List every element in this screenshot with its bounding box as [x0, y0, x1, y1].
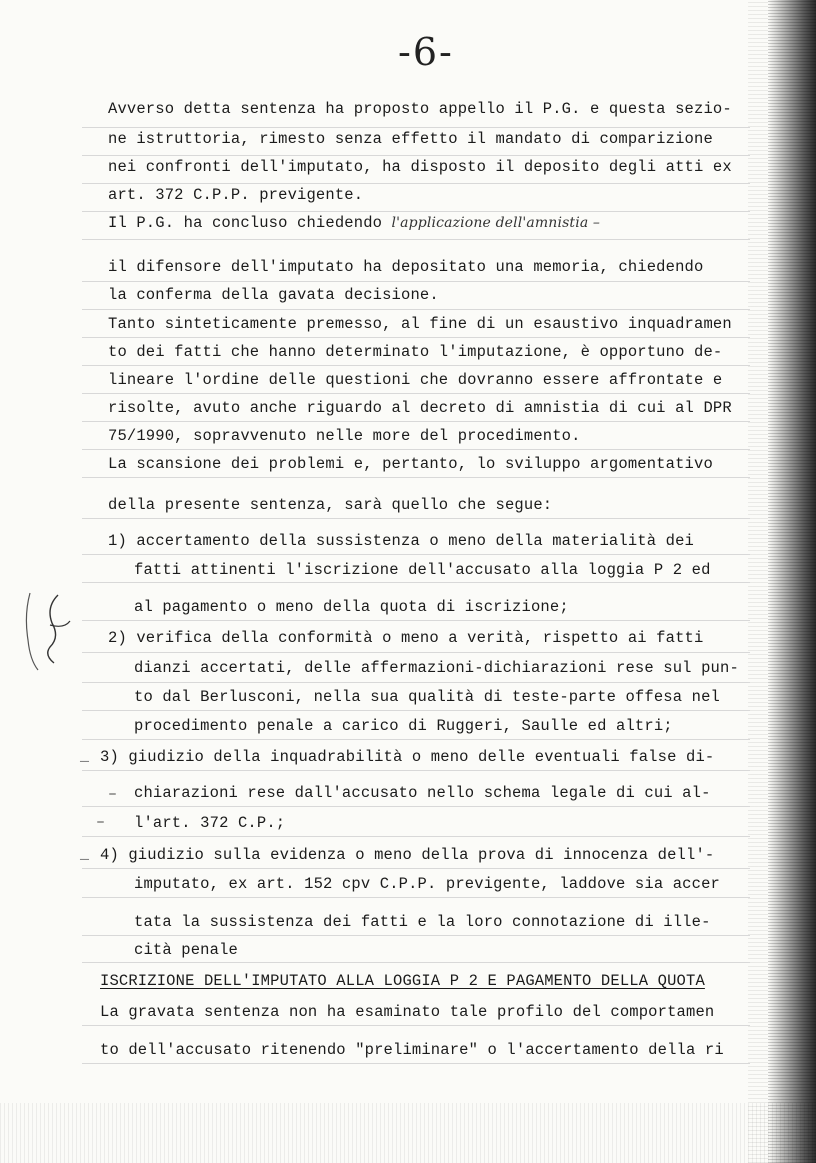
section-heading: ISCRIZIONE DELL'IMPUTATO ALLA LOGGIA P 2 E PAGAMENTO DELLA QUOTA: [100, 972, 705, 990]
handwritten-dash: –: [588, 215, 601, 231]
rule-line: [82, 1025, 750, 1026]
text-line: cità penale: [134, 941, 238, 959]
page-number: -6-: [398, 30, 454, 74]
margin-dash: _: [80, 748, 90, 765]
list-item-3: 3) giudizio della inquadrabilità o meno delle eventuali false di-: [100, 748, 715, 766]
rule-line: [82, 770, 750, 771]
rule-line: [82, 554, 750, 555]
text-span: Il P.G. ha concluso chiedendo: [108, 214, 383, 232]
margin-dash: –: [108, 786, 118, 803]
rule-line: [82, 309, 750, 310]
rule-line: [82, 365, 750, 366]
text-line: al pagamento o meno della quota di iscrizione;: [134, 598, 569, 616]
text-line: to dal Berlusconi, nella sua qualità di teste-parte offesa nel: [134, 688, 720, 706]
text-line: 75/1990, sopravvenuto nelle more del procedimento.: [108, 427, 581, 445]
text-line: risolte, avuto anche riguardo al decreto di amnistia di cui al DPR: [108, 399, 732, 417]
list-item-4: 4) giudizio sulla evidenza o meno della prova di innocenza dell'-: [100, 846, 715, 864]
text-line: to dei fatti che hanno determinato l'imputazione, è opportuno de-: [108, 343, 723, 361]
margin-dash: _: [80, 846, 90, 863]
scan-grain: [0, 1103, 816, 1163]
rule-line: [82, 682, 750, 683]
rule-line: [82, 393, 750, 394]
text-line: Avverso detta sentenza ha proposto appello il P.G. e questa sezio-: [108, 100, 732, 118]
text-line: ne istruttoria, rimesto senza effetto il mandato di comparizione: [108, 130, 713, 148]
text-line: la conferma della gavata decisione.: [108, 286, 439, 304]
text-line: il difensore dell'imputato ha depositato una memoria, chiedendo: [108, 258, 704, 276]
rule-line: [82, 127, 750, 128]
text-line: della presente sentenza, sarà quello che segue:: [108, 496, 553, 514]
margin-dash: –: [96, 814, 106, 831]
text-line: to dell'accusato ritenendo "preliminare" o l'accertamento della ri: [100, 1041, 724, 1059]
text-line: l'art. 372 C.P.;: [134, 814, 286, 832]
handwritten-note: l'applicazione dell'amnistia: [391, 215, 589, 231]
text-line: nei confronti dell'imputato, ha disposto il deposito degli atti ex: [108, 158, 732, 176]
rule-line: [82, 1063, 750, 1064]
text-line: fatti attinenti l'iscrizione dell'accusato alla loggia P 2 ed: [134, 561, 711, 579]
margin-bracket-mark: [20, 585, 80, 675]
rule-line: [82, 155, 750, 156]
rule-line: [82, 652, 750, 653]
text-line: [108, 213, 600, 233]
rule-line: [82, 582, 750, 583]
rule-line: [82, 421, 750, 422]
rule-line: [82, 449, 750, 450]
text-line: tata la sussistenza dei fatti e la loro connotazione di ille-: [134, 913, 711, 931]
rule-line: [82, 962, 750, 963]
rule-line: [82, 868, 750, 869]
text-line: chiarazioni rese dall'accusato nello schema legale di cui al-: [134, 784, 711, 802]
list-item-1: 1) accertamento della sussistenza o meno della materialità dei: [108, 532, 694, 550]
rule-line: [82, 710, 750, 711]
scan-shadow: [748, 0, 768, 1163]
text-line: procedimento penale a carico di Ruggeri, Saulle ed altri;: [134, 717, 673, 735]
text-line: La gravata sentenza non ha esaminato tale profilo del comportamen: [100, 1003, 715, 1021]
text-line: dianzi accertati, delle affermazioni-dichiarazioni rese sul pun-: [134, 659, 739, 677]
rule-line: [82, 183, 750, 184]
rule-line: [82, 211, 750, 212]
rule-line: [82, 806, 750, 807]
text-line: imputato, ex art. 152 cpv C.P.P. previgente, laddove sia accer: [134, 875, 720, 893]
text-line: La scansione dei problemi e, pertanto, lo sviluppo argomentativo: [108, 455, 713, 473]
list-item-2: 2) verifica della conformità o meno a verità, rispetto ai fatti: [108, 629, 704, 647]
text-line: lineare l'ordine delle questioni che dovranno essere affrontate e: [108, 371, 723, 389]
rule-line: [82, 477, 750, 478]
rule-line: [82, 897, 750, 898]
rule-line: [82, 935, 750, 936]
rule-line: [82, 518, 750, 519]
text-line: art. 372 C.P.P. previgente.: [108, 186, 364, 204]
rule-line: [82, 836, 750, 837]
rule-line: [82, 239, 750, 240]
rule-line: [82, 620, 750, 621]
text-line: Tanto sinteticamente premesso, al fine di un esaustivo inquadramen: [108, 315, 732, 333]
scan-edge: [768, 0, 816, 1163]
rule-line: [82, 281, 750, 282]
rule-line: [82, 337, 750, 338]
rule-line: [82, 739, 750, 740]
